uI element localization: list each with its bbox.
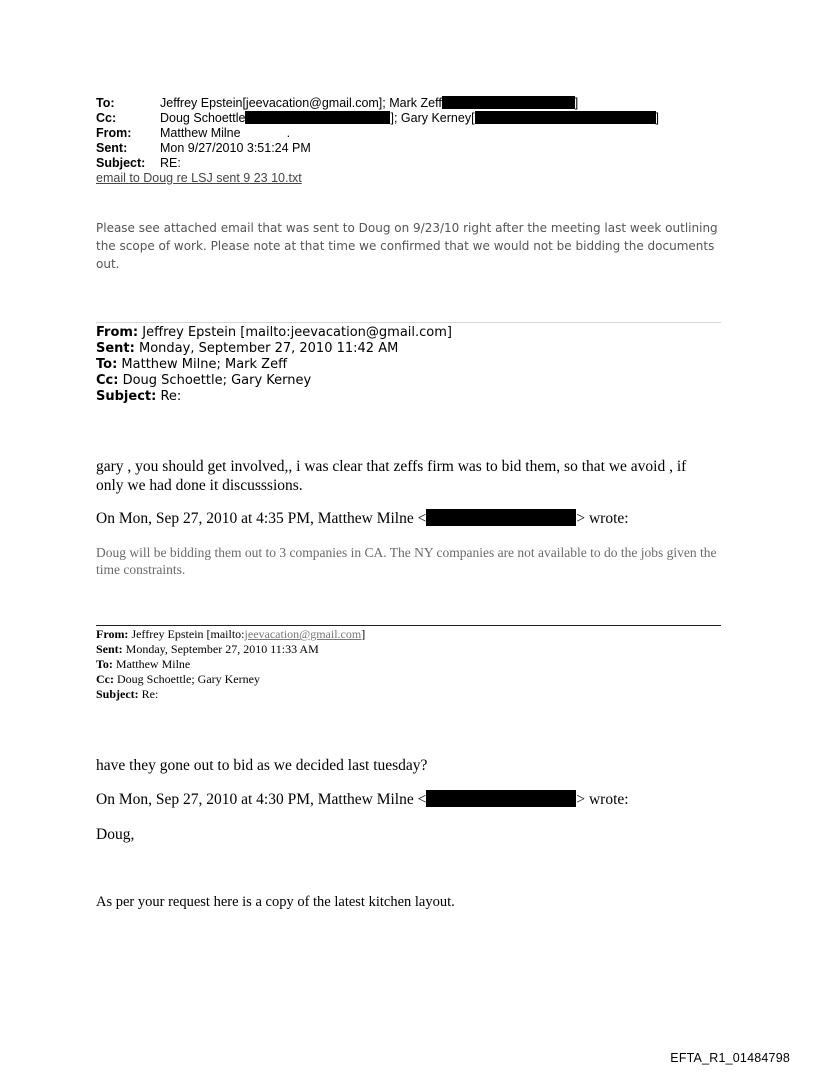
redaction-box [426,509,576,526]
quoted-sent-row [96,642,365,657]
quoted-subject-value: Re: [160,389,182,404]
wrote-line [96,509,629,528]
message-body: Please see attached email that was sent to Doug on 9/23/10 right after the meeting last week outlining the scope of work. Please note at that time we confirmed that we would not be bidding the documents out. [96,221,718,271]
quoted-subject-label: Subject: [96,389,157,404]
quoted-sent-value: Monday, September 27, 2010 11:33 AM [125,642,319,656]
wrote-suffix: > wrote: [576,510,629,527]
from-label: From: [96,126,132,140]
cc-mid: ]; Gary Kerney[ [390,111,475,125]
separator-line [96,625,721,626]
wrote-suffix: > wrote: [576,791,629,808]
redaction-box [245,111,390,124]
sent-label: Sent: [96,141,128,155]
quoted-to-row [96,657,365,672]
quoted-cc-label: Cc: [96,373,119,388]
redaction-box [426,790,576,807]
email-header [96,96,659,186]
to-label: To: [96,96,115,110]
quoted-subject-row [96,389,452,405]
to-close: ] [574,96,579,110]
cc-close: ] [655,111,660,125]
quoted-from-label: From: [96,325,139,340]
quoted-sent-label: Sent: [96,642,123,656]
message-body: have they gone out to bid as we decided last tuesday? [96,757,428,774]
subject-row [96,156,659,171]
message-body: gary , you should get involved,, i was clear that zeffs firm was to bid them, so that we avoid , if only we had done it discusssions. [96,458,687,494]
quoted-from-prefix: Jeffrey Epstein [mailto: [131,627,245,641]
wrote-prefix: On Mon, Sep 27, 2010 at 4:30 PM, Matthew Milne < [96,791,427,808]
quoted-subject-label: Subject: [96,687,139,701]
quoted-cc-value: Doug Schoettle; Gary Kerney [122,373,312,388]
cc-row [96,111,659,126]
quoted-from-value: Jeffrey Epstein [mailto:jeevacation@gmail.com] [142,325,452,340]
quoted-to-label: To: [96,357,118,372]
message-body: As per your request here is a copy of the latest kitchen layout. [96,894,455,910]
email-link[interactable]: jeevacation@gmail.com [244,627,362,641]
quoted-to-row [96,357,452,373]
quoted-from-suffix: ] [361,627,366,641]
quoted-cc-label: Cc: [96,672,114,686]
quoted-sent-label: Sent: [96,341,135,356]
quoted-from-row [96,627,365,642]
greeting: Doug, [96,826,135,843]
redaction-box [475,111,656,124]
quoted-to-value: Matthew Milne; Mark Zeff [121,357,288,372]
from-value: Matthew Milne [160,126,241,140]
quoted-header-1 [96,325,452,405]
quoted-body: Doug will be bidding them out to 3 companies in CA. The NY companies are not available to do the jobs given the time constraints. [96,545,717,577]
to-row [96,96,659,111]
quoted-header-2 [96,627,365,702]
quoted-cc-row [96,373,452,389]
quoted-to-label: To: [96,657,113,671]
from-dot: . [286,126,291,140]
subject-value: RE: [160,156,181,170]
cc-label: Cc: [96,111,117,125]
quoted-sent-row [96,341,452,357]
quoted-from-label: From: [96,627,129,641]
separator-line [96,322,721,323]
document-id: EFTA_R1_01484798 [670,1051,790,1065]
quoted-sent-value: Monday, September 27, 2010 11:42 AM [139,341,399,356]
cc-value-doug: Doug Schoettle [160,111,246,125]
from-row [96,126,659,141]
to-value: Jeffrey Epstein[jeevacation@gmail.com]; Mark Zeff [160,96,442,110]
quoted-to-value: Matthew Milne [115,657,191,671]
wrote-line [96,790,629,809]
quoted-subject-row [96,687,365,702]
subject-label: Subject: [96,156,146,170]
wrote-prefix: On Mon, Sep 27, 2010 at 4:35 PM, Matthew Milne < [96,510,427,527]
sent-value: Mon 9/27/2010 3:51:24 PM [160,141,311,155]
quoted-subject-value: Re: [141,687,159,701]
quoted-from-row [96,325,452,341]
sent-row [96,141,659,156]
quoted-cc-row [96,672,365,687]
quoted-cc-value: Doug Schoettle; Gary Kerney [117,672,260,686]
redaction-box [442,96,575,109]
attachment-link[interactable]: email to Doug re LSJ sent 9 23 10.txt [96,171,302,185]
